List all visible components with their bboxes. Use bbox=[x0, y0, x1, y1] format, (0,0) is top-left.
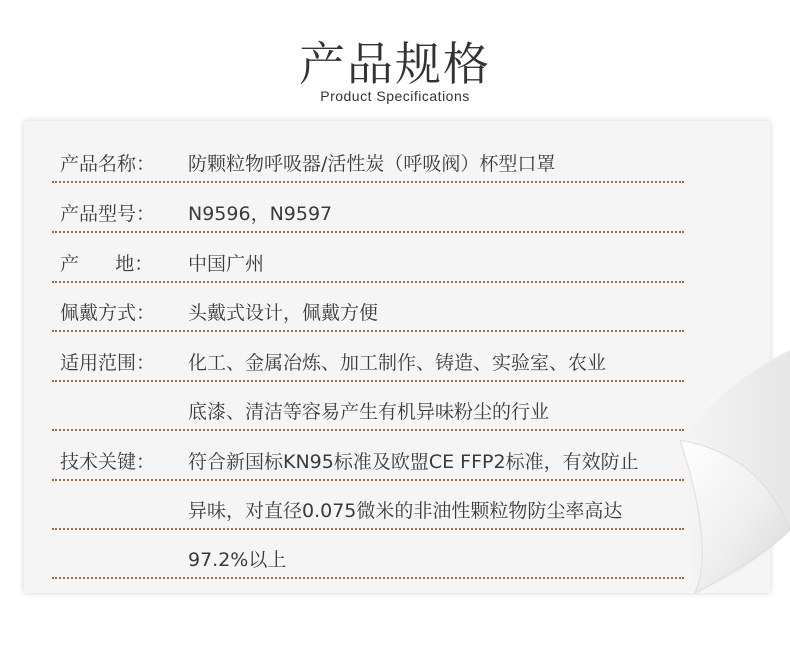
spec-row bbox=[52, 342, 684, 382]
spec-value: 头戴式设计，佩戴方便 bbox=[188, 302, 379, 324]
spec-value: 防颗粒物呼吸器/活性炭（呼吸阀）杯型口罩 bbox=[188, 153, 556, 175]
spec-row bbox=[52, 441, 684, 481]
spec-value: 化工、金属冶炼、加工制作、铸造、实验室、农业 bbox=[188, 352, 607, 374]
spec-value: 底漆、清洁等容易产生有机异味粉尘的行业 bbox=[188, 401, 550, 423]
spec-label: 技术关键： bbox=[60, 451, 156, 473]
spec-row bbox=[52, 539, 684, 579]
spec-value: 97.2%以上 bbox=[188, 549, 287, 571]
spec-value: N9596，N9597 bbox=[188, 203, 333, 225]
spec-value: 符合新国标KN95标准及欧盟CE FFP2标准，有效防止 bbox=[188, 451, 639, 473]
spec-value: 异味，对直径0.075微米的非油性颗粒物防尘率高达 bbox=[188, 500, 623, 522]
spec-row bbox=[52, 143, 684, 183]
spec-label: 产品型号： bbox=[60, 203, 156, 225]
spec-row bbox=[52, 490, 684, 530]
spec-row bbox=[52, 193, 684, 233]
page-title: 产品规格 bbox=[299, 37, 491, 91]
spec-label: 产品名称： bbox=[60, 153, 156, 175]
spec-label: 产 地： bbox=[60, 253, 154, 275]
page-subtitle: Product Specifications bbox=[320, 88, 470, 104]
spec-label: 佩戴方式： bbox=[60, 302, 156, 324]
spec-row bbox=[52, 292, 684, 332]
spec-row bbox=[52, 391, 684, 431]
spec-row bbox=[52, 243, 684, 283]
spec-value: 中国广州 bbox=[188, 253, 265, 275]
spec-label: 适用范围： bbox=[60, 352, 156, 374]
